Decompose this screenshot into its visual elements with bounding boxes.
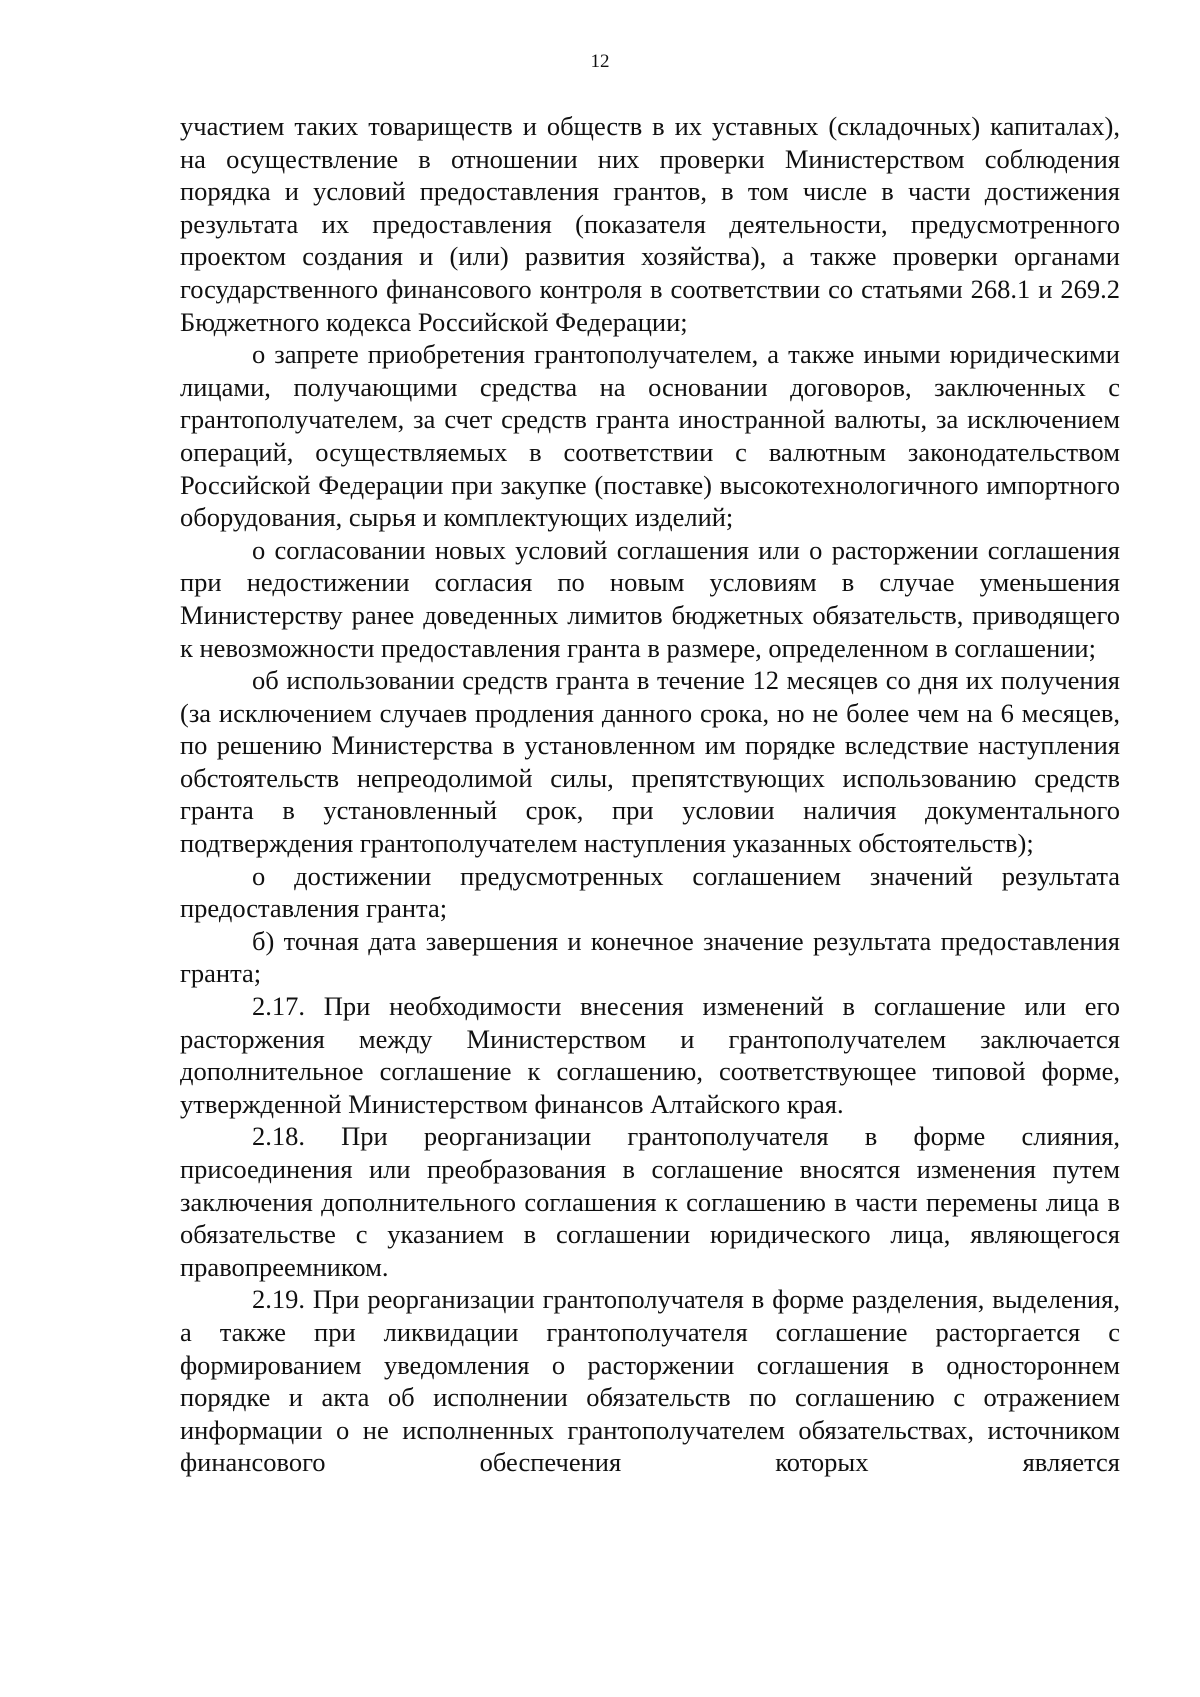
- paragraph-2-18: 2.18. При реорганизации грантополучателя в форме слияния, присоединения или преобразования в соглашение вносятся изменения путем заключения дополнительного соглашения к соглашению в части перемены лица в обязательстве с указанием в соглашении юридического лица, являющегося правопреемником.: [180, 1121, 1120, 1282]
- paragraph-continuation: участием таких товариществ и обществ в их уставных (складочных) капиталах), на осуществление в отношении них проверки Министерством соблюдения порядка и условий предоставления грантов, в том числе в части достижения результата их предоставления (показателя деятельности, предусмотренного проектом создания и (или) развития хозяйства), а также проверки органами государственного финансового контроля в соответствии со статьями 268.1 и 269.2 Бюджетного кодекса Российской Федерации;: [180, 111, 1120, 337]
- paragraph-grant-usage-term: об использовании средств гранта в течение 12 месяцев со дня их получения (за исключением случаев продления данного срока, но не более чем на 6 месяцев, по решению Министерства в установленном им порядке вследствие наступления обстоятельств непреодолимой силы, препятствующих использованию средств гранта в установленный срок, при условии наличия документального подтверждения грантополучателем наступления указанных обстоятельств);: [180, 665, 1120, 859]
- paragraph-result-achievement: о достижении предусмотренных соглашением значений результата предоставления гранта;: [180, 860, 1120, 924]
- paragraph-new-conditions: о согласовании новых условий соглашения или о расторжении соглашения при недостижении согласия по новым условиям в случае уменьшения Министерству ранее доведенных лимитов бюджетных обязательств, приводящего к невозможности предоставления гранта в размере, определенном в соглашении;: [180, 534, 1120, 663]
- paragraph-2-17: 2.17. При необходимости внесения изменений в соглашение или его расторжения между Министерством и грантополучателем заключается дополнительное соглашение к соглашению, соответствующее типовой форме, утвержденной Министерством финансов Алтайского края.: [180, 991, 1120, 1119]
- page-number: 12: [590, 51, 610, 72]
- paragraph-currency-ban: о запрете приобретения грантополучателем, а также иными юридическими лицами, получающими средства на основании договоров, заключенных с грантополучателем, за счет средств гранта иностранной валюты, за исключением операций, осуществляемых в соответствии с валютным законодательством Российской Федерации при закупке (поставке) высокотехнологичного импортного оборудования, сырья и комплектующих изделий;: [180, 339, 1120, 533]
- paragraph-item-b: б) точная дата завершения и конечное значение результата предоставления гранта;: [180, 925, 1120, 989]
- document-body: [180, 110, 1120, 1479]
- paragraph-2-19: 2.19. При реорганизации грантополучателя в форме разделения, выделения, а также при ликвидации грантополучателя соглашение расторгается с формированием уведомления о расторжении соглашения в одностороннем порядке и акта об исполнении обязательств по соглашению с отражением информации о не исполненных грантополучателем обязательствах, источником финансового обеспечения которых является: [180, 1284, 1120, 1478]
